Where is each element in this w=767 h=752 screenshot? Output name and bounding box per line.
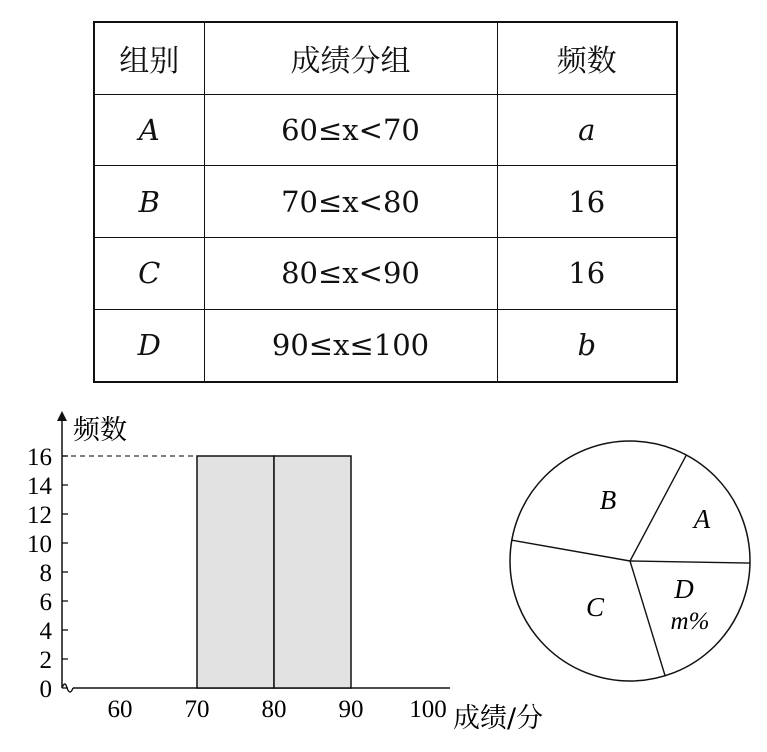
pie-slice-annotation: m%: [670, 608, 710, 635]
group-cell: C: [94, 237, 204, 309]
x-tick-label: 60: [107, 696, 133, 723]
x-tick-label: 70: [184, 696, 210, 723]
range-cell: 60≤x<70: [204, 94, 497, 166]
y-axis-arrow: [57, 411, 67, 421]
table-row: [94, 309, 677, 382]
header-score-range: 成绩分组: [204, 22, 497, 94]
frequency-histogram: [0, 405, 544, 750]
y-tick-label: 2: [39, 647, 52, 674]
pie-slice-label: D: [674, 574, 694, 604]
frequency-table: [93, 21, 678, 383]
y-tick-label: 8: [39, 560, 52, 587]
y-tick-label: 16: [27, 444, 52, 471]
frequency-cell: 16: [497, 237, 677, 309]
frequency-cell: a: [497, 94, 677, 166]
x-tick-label: 80: [261, 696, 287, 723]
frequency-cell: b: [497, 309, 677, 382]
table-row: [94, 166, 677, 238]
group-cell: D: [94, 309, 204, 382]
group-pie-chart: [505, 425, 765, 685]
y-tick-label: 0: [39, 676, 52, 703]
group-cell: B: [94, 166, 204, 238]
table-row: [94, 237, 677, 309]
y-tick-label: 6: [39, 589, 52, 616]
pie-slice-label: C: [585, 592, 605, 622]
y-axis-label: 频数: [73, 415, 127, 446]
histogram-bar: [274, 456, 351, 688]
histogram-bars: [197, 456, 351, 688]
x-tick-label: 90: [338, 696, 364, 723]
x-tick-label: 100: [409, 696, 447, 723]
pie-slice-label: A: [693, 504, 711, 534]
y-tick-label: 12: [27, 502, 52, 529]
range-cell: 90≤x≤100: [204, 309, 497, 382]
group-cell: A: [94, 94, 204, 166]
pie-slice-label: B: [599, 485, 617, 515]
range-cell: 80≤x<90: [204, 237, 497, 309]
table-row: [94, 94, 677, 166]
y-tick-label: 4: [39, 618, 52, 645]
y-tick-label: 10: [27, 531, 52, 558]
x-axis-label: 成绩/分: [453, 703, 544, 734]
header-frequency: 频数: [497, 22, 677, 94]
range-cell: 70≤x<80: [204, 166, 497, 238]
y-tick-label: 14: [27, 473, 52, 500]
frequency-cell: 16: [497, 166, 677, 238]
header-group: 组别: [94, 22, 204, 94]
table-header-row: [94, 22, 677, 94]
histogram-bar: [197, 456, 274, 688]
